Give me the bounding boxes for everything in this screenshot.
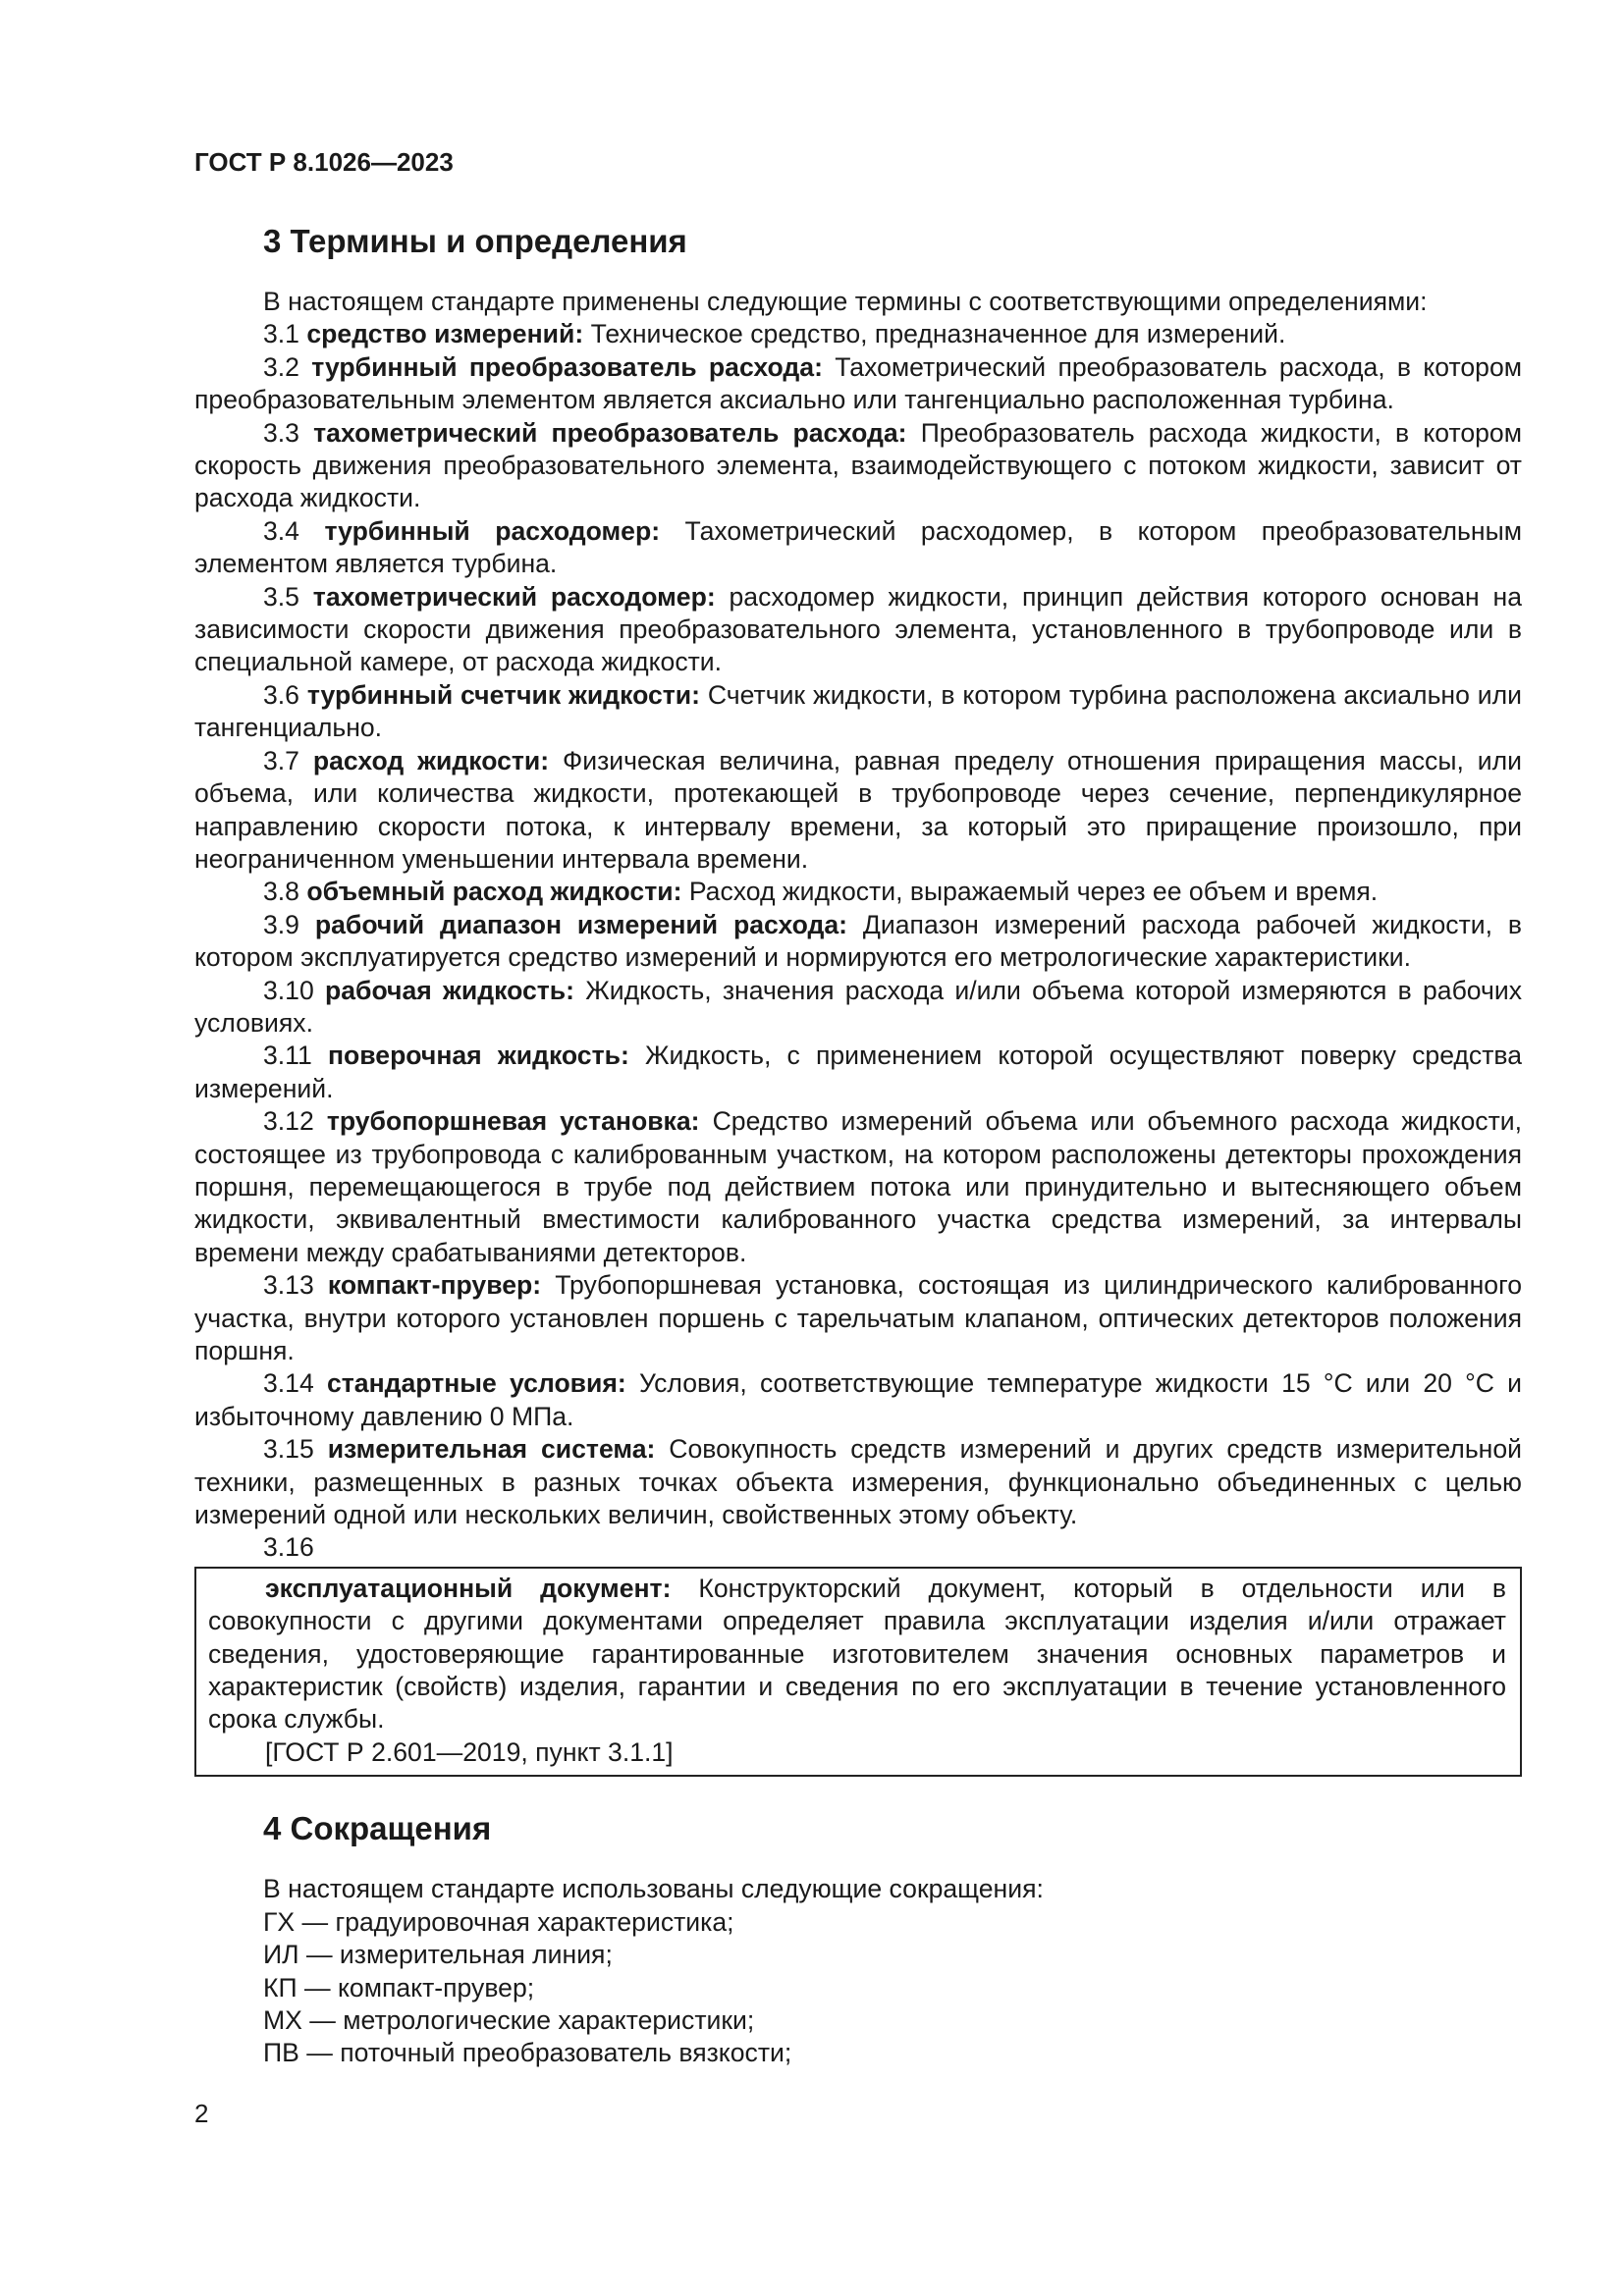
term-text: Трубопоршневая установка, состоящая из цилиндрического калиброванного участка, внутри которого установлен поршень с тарельчатым клапаном, оптических детекторов положения поршня. — [194, 1270, 1522, 1365]
term-text: Тахометрический преобразователь расхода, в котором преобразовательным элементом является аксиально или тангенциально расположенная турбина. — [194, 351, 1523, 415]
abbreviation-item: ПВ — поточный преобразователь вязкости; — [263, 2038, 792, 2068]
term-number: 3.15 — [263, 1434, 314, 1465]
section-3-title: 3 Термины и определения — [263, 223, 687, 259]
section-4-title: 4 Сокращения — [263, 1810, 492, 1847]
term-name: тахометрический преобразователь расхода: — [313, 417, 907, 448]
term-number: 3.8 — [263, 877, 299, 907]
term-definition — [194, 679, 1522, 745]
term-definition — [194, 1040, 1522, 1105]
abbreviation-item: ГХ — градуировочная характеристика; — [263, 1906, 734, 1937]
abbreviations-intro: В настоящем стандарте использованы следующие сокращения: — [263, 1874, 1044, 1904]
term-number: 3.12 — [263, 1106, 314, 1137]
term-definition — [194, 318, 1522, 350]
term-name: турбинный счетчик жидкости: — [306, 679, 700, 710]
term-text: Тахометрический расходомер, в котором преобразовательным элементом является турбина. — [194, 515, 1523, 579]
section-3-intro: В настоящем стандарте применены следующие термины с соответствующими определениями: — [263, 287, 1428, 316]
term-definition — [194, 417, 1522, 515]
term-name: поверочная жидкость: — [327, 1041, 629, 1071]
term-text: Средство измерений объема или объемного расхода жидкости, состоящее из трубопровода с калиброванным участком, на котором расположены детекторы прохождения поршня, перемещающегося в трубе под действием потока или принудительно и вытесняющего объем жидкости, эквивалентный вместимости калиброванного участка средства измерений, за интервалы времени между срабатываниями детекторов. — [194, 1106, 1522, 1267]
term-definition — [194, 975, 1522, 1041]
term-text: Условия, соответствующие температуре жидкости 15 °С или 20 °С и избыточному давлению 0 МПа. — [194, 1368, 1523, 1431]
abbreviations-list — [194, 1873, 1522, 2069]
term-name: трубопоршневая установка: — [326, 1106, 700, 1137]
term-name: объемный расход жидкости: — [306, 877, 682, 907]
term-text: Преобразователь расхода жидкости, в котором скорость движения преобразовательного элемента, взаимодействующего с потоком жидкости, зависит от расхода жидкости. — [194, 417, 1523, 513]
term-name: турбинный расходомер: — [324, 515, 661, 546]
term-definition — [194, 1367, 1522, 1433]
standard-header: ГОСТ Р 8.1026—2023 — [194, 147, 454, 177]
boxed-term-name: эксплуатационный документ: — [265, 1573, 672, 1603]
document-page — [194, 147, 1522, 2070]
term-number: 3.2 — [263, 351, 299, 382]
term-text: Расход жидкости, выражаемый через ее объем и время. — [688, 877, 1379, 907]
boxed-term-text: Конструкторский документ, который в отдельности или в совокупности с другими документами определяет правила эксплуатации изделия и/или отражает сведения, удостоверяющие гарантированные изготовителем значения основных параметров и характеристик (свойств) изделия, гарантии и сведения по его эксплуатации в течение установленного срока службы. — [208, 1573, 1506, 1735]
term-name: компакт-прувер: — [327, 1270, 542, 1301]
term-name: рабочая жидкость: — [325, 975, 574, 1005]
term-definition — [194, 909, 1522, 975]
term-number: 3.10 — [263, 975, 314, 1005]
term-number: 3.4 — [263, 515, 299, 546]
term-name: средство измерений: — [306, 319, 584, 349]
term-number: 3.11 — [263, 1041, 312, 1071]
term-name: турбинный преобразователь расхода: — [311, 351, 823, 382]
term-definition — [194, 1105, 1522, 1269]
term-number: 3.3 — [263, 417, 299, 448]
term-definition — [194, 1269, 1522, 1367]
term-number: 3.13 — [263, 1270, 314, 1301]
term-name: измерительная система: — [327, 1434, 656, 1465]
term-name: стандартные условия: — [326, 1368, 626, 1399]
term-text: расходомер жидкости, принцип действия которого основан на зависимости скорости движения преобразовательного элемента, установленного в трубопроводе или в специальной камере, от расхода жидкости. — [194, 581, 1523, 677]
term-text: Диапазон измерений расхода рабочей жидкости, в котором эксплуатируется средство измерений и нормируются его метрологические характеристики. — [194, 909, 1523, 973]
term-number: 3.7 — [263, 745, 299, 775]
abbreviation-item: ИЛ — измерительная линия; — [263, 1940, 613, 1970]
term-number: 3.9 — [263, 909, 299, 939]
term-text: Техническое средство, предназначенное для измерений. — [590, 319, 1286, 349]
term-text: Жидкость, значения расхода и/или объема которой измеряются в рабочих условиях. — [194, 975, 1523, 1038]
boxed-term-3-16 — [194, 1567, 1522, 1777]
term-number: 3.14 — [263, 1368, 314, 1399]
term-definition — [194, 515, 1522, 581]
page-number: 2 — [194, 2099, 209, 2128]
term-text: Счетчик жидкости, в котором турбина расположена аксиально или тангенциально. — [194, 679, 1522, 743]
term-name: расход жидкости: — [312, 745, 550, 775]
term-number: 3.1 — [263, 319, 299, 349]
term-name: рабочий диапазон измерений расхода: — [314, 909, 847, 939]
boxed-term-source: [ГОСТ Р 2.601—2019, пункт 3.1.1] — [265, 1736, 674, 1767]
term-definition — [194, 351, 1522, 417]
term-text: Совокупность средств измерений и других средств измерительной техники, размещенных в разных точках объекта измерения, функционально объединенных с целью измерений одной или нескольких величин, свойственных этому объекту. — [194, 1434, 1523, 1530]
abbreviation-item: КП — компакт-прувер; — [263, 1972, 535, 2002]
term-number: 3.6 — [263, 679, 299, 710]
term-definition — [194, 1433, 1522, 1531]
terms-list — [194, 318, 1522, 1531]
term-definition — [194, 745, 1522, 877]
term-3-16-number: 3.16 — [263, 1532, 314, 1563]
boxed-term-definition — [208, 1573, 1506, 1736]
term-number: 3.5 — [263, 581, 299, 612]
term-text: Физическая величина, равная пределу отношения приращения массы, или объема, или количества жидкости, протекающей в трубопроводе через сечение, перпендикулярное направлению скорости потока, к интервалу времени, за который это приращение произошло, при неограниченном уменьшении интервала времени. — [194, 745, 1522, 874]
term-definition — [194, 581, 1522, 679]
term-definition — [194, 876, 1522, 908]
term-name: тахометрический расходомер: — [312, 581, 716, 612]
abbreviation-item: МХ — метрологические характеристики; — [263, 2004, 755, 2035]
term-text: Жидкость, с применением которой осуществляют поверку средства измерений. — [194, 1041, 1523, 1103]
